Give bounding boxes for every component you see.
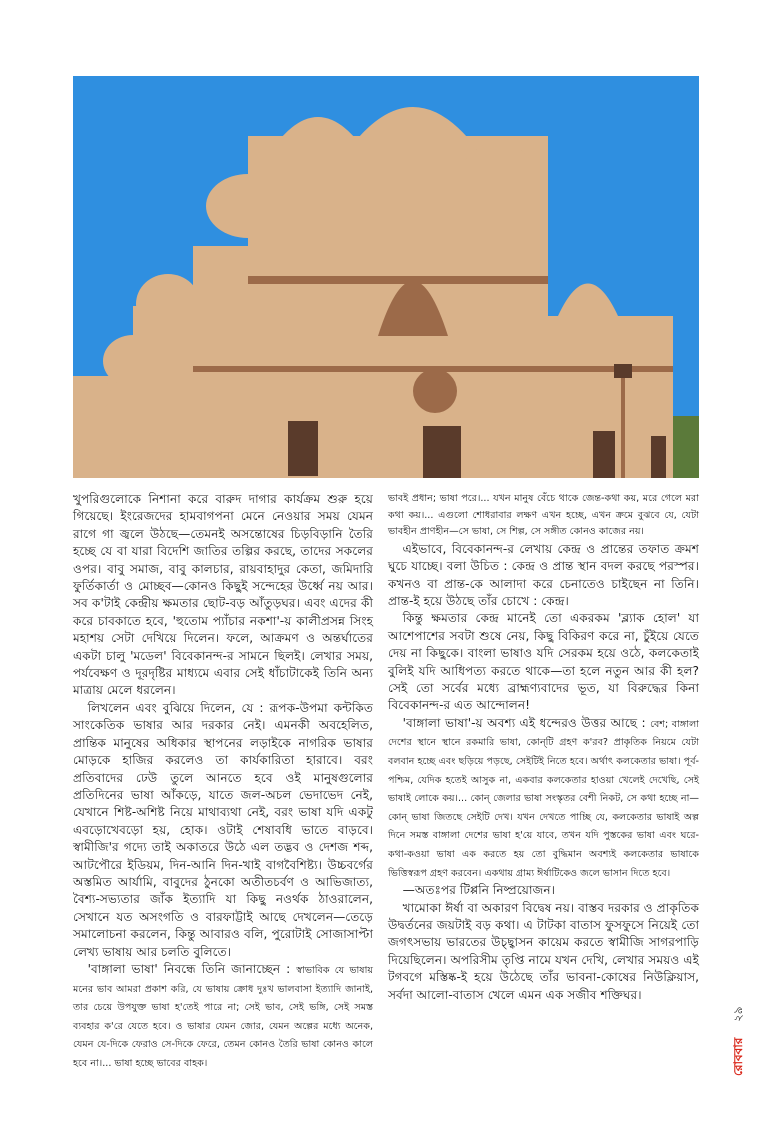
page-number: ২৯ bbox=[731, 1006, 745, 1022]
balcony-band bbox=[248, 276, 548, 284]
lamp-post bbox=[621, 376, 625, 478]
paragraph: লিখলেন এবং বুঝিয়ে দিলেন, যে : রূপক-উপমা কন্টকিত সাংকেতিক ভাষার আর দরকার নেই। এমনকী অবহেলিত, প্রান্তিক মানুষের অধিকার স্থাপনের লড়াইকে নাগরিক ভাষার মোড়কে হাজির করলেও তা কার্যকারিতা হারাবে। বরং প্রতিবাদের ঢেউ তুলে আনতে হবে ওই মানুষগুলোর প্রতিদিনের ভাষা আঁকড়ে, যাতে জল-অচল ভেদাভেদ নেই, যেখানে শিষ্ট-অশিষ্ট নিয়ে মাথাব্যথা নেই, বরং ভাষা যদি একটু এবড়োখেবড়ো হয়, হোক। ওটাই শেষাবধি ভাতে বাড়বে। স্বামীজি'র গদ্যে তাই অকাতরে উঠে এল তদ্ভব ও দেশজ শব্দ, আটপৌরে ইডিয়ম, দিন-আনি দিন-খাই বাগবৈশিষ্ট্য। উচ্চবর্গের অস্তমিত আর্যামি, বাবুদের ঠুনকো অতীতচর্বণ ও আভিজাত্য, বৈশ্য-সভ্যতার জাঁক ইত্যাদি যা কিছু নওর্থক ঠাওরালেন, সেখানে যত অসংগতি ও বারফাট্টাই আছে দেখলেন—তেড়ে সমালোচনা করলেন, কিন্তু আবারও বলি, পুরোটাই সোজাসাপ্টা লেখ্য ভাষায় আর চলতি বুলিতে। bbox=[73, 700, 373, 959]
page-margin bbox=[728, 1000, 752, 1080]
left-dome bbox=[136, 274, 200, 334]
right-column bbox=[388, 491, 699, 1004]
quotation-continued: ভাবই প্রধান; ভাষা পরে।... যখন মানুষ বেঁচে থাকে জেন্ত-কথা কয়, মরে গেলে মরা কথা কয়।... এগুলো শোধরাবার লক্ষণ এখন হচ্ছে, এখন ক্রমে বুঝবে যে, যেটা ভাবহীন প্রাণহীন—সে ভাষা, সে শিল্প, সে সঙ্গীত কোনও কাজের নয়। bbox=[388, 493, 699, 538]
paragraph: —অতঃপর টিপ্পনি নিষ্প্রয়োজন। bbox=[402, 883, 556, 898]
paragraph: কিন্তু ক্ষমতার কেন্দ্র মানেই তো একরকম 'ব্ল্যাক হোল' যা আশেপাশের সবটা শুষে নেয়, কিছু বিকিরণ করে না, চুঁইয়ে যেতে দেয় না কিছুকে। বাংলা ভাষাও যদি সেরকম হয়ে ওঠে, কলকেতাই বুলিই যদি আধিপত্য করতে থাকে—তা হলে নতুন আর কী হল? সেই তো সর্বের মধ্যে ব্রাহ্মণ্যবাদের ভূত, যা বিরুদ্ধের কিনা বিবেকানন্দ-র এত আন্দোলন! bbox=[388, 611, 699, 713]
quote-intro: 'বাঙ্গালা ভাষা' নিবন্ধে তিনি জানাচ্ছেন : bbox=[87, 961, 291, 976]
main-door bbox=[423, 426, 461, 478]
far-right-door bbox=[651, 436, 666, 478]
side-door bbox=[288, 421, 318, 476]
paragraph: এইভাবে, বিবেকানন্দ-র লেখায় কেন্দ্র ও প্রান্তের তফাত ক্রমশ ঘুচে যাচ্ছে। বলা উচিত : কেন্দ্র ও প্রান্ত স্থান বদল করছে পরস্পর। কখনও বা প্রান্ত-কে আলাদা করে চেনাতেও চাইছেন না তিনি। প্রান্ত-ই হয়ে উঠছে তাঁর চোখে : কেন্দ্র। bbox=[388, 541, 699, 608]
quotation: বেশ; বাঙ্গালা দেশের স্থানে স্থানে রকমারি ভাষা, কোন্‌টি গ্রহণ ক'রব? প্রাকৃতিক নিয়মে যেটা বলবান হচ্ছে এবং ছড়িয়ে পড়ছে, সেইটিই নিতে হবে। অর্থাৎ কলকেতার ভাষা। পূর্ব-পশ্চিম, যেদিক হতেই আসুক না, একবার কলকেতার হাওয়া খেলেই দেখেছি, সেই ভাষাই লোকে কয়।... কোন্‌ জেলার ভাষা সংস্কৃতর বেশী নিকট, সে কথা হচ্ছে না—কোন্‌ ভাষা জিতছে সেইটি দেখ। যখন দেখতে পাচ্ছি যে, কলকেতার ভাষাই অল্প দিনে সমস্ত বাঙ্গালা দেশের ভাষা হ'য়ে যাবে, তখন যদি পুস্তকের ভাষা এবং ঘরে-কথা-কওয়া ভাষা এক করতে হয় তো বুদ্ধিমান অবশ্যই কলকেতার ভাষাকে ভিত্তিস্বরূপ গ্রহণ করবেন। একথায় গ্রাম্য ঈর্ষাটিকেও জলে ভাসান দিতে হবে। bbox=[388, 718, 699, 879]
paragraph: খামোকা ঈর্ষা বা অকারণ বিদ্বেষ নয়। বাস্তব দরকার ও প্রাকৃতিক উদ্বর্তনের জয়টাই বড় কথা। এ টাটকা বাতাস ফুসফুসে নিয়েই তো জগৎসভায় ভারতের উচ্ছ্বাসন কায়েম করতে স্বামীজি সাগরপাড়ি দিয়েছিলেন। অপরিসীম তৃপ্তি নামে যখন দেখি, লেখার সময়ও এই টগবগে মস্তিষ্ক-ই হয়ে উঠেছে তাঁর ভাবনা-কোষের নিউক্লিয়াস, সর্বদা আলো-বাতাস খেলে এমন এক সজীব শক্তিঘর। bbox=[388, 900, 699, 1002]
paragraph-quote-lead bbox=[388, 715, 699, 882]
belur-math-illustration bbox=[73, 76, 699, 478]
right-door bbox=[593, 431, 615, 478]
quote-intro: 'বাঙ্গালা ভাষা'-য় অবশ্য এই ধন্দেরও উত্তর আছে : bbox=[402, 715, 651, 730]
quotation: স্বাভাবিক যে ভাষায় মনের ভাব আমরা প্রকাশ করি, যে ভাষায় ক্রোধ দুঃখ ভালবাসা ইত্যাদি জানাই, তার চেয়ে উপযুক্ত ভাষা হ'তেই পারে না; সেই ভাব, সেই ভঙ্গি, সেই সমস্ত ব্যবহার ক'রে যেতে হবে। ও ভাষার যেমন জোর, যেমন অল্পের মধ্যে অনেক, যেমন যে-দিকে ফেরাও সে-দিকে ফেরে, তেমন কোনও তৈরি ভাষা কোনও কালে হবে না।... ভাষা হচ্ছে ভাবের বাহক। bbox=[73, 964, 374, 1069]
cornice-band bbox=[193, 366, 673, 372]
lamp bbox=[614, 364, 632, 378]
left-column bbox=[73, 491, 373, 1073]
magazine-name: রোববার bbox=[731, 1037, 745, 1077]
paragraph: খুপরিগুলোকে নিশানা করে বারুদ দাগার কার্যক্রম শুরু হয়ে গিয়েছে। ইংরেজদের হামবাগপনা মেনে নেওয়ার সময় যেমন রাগে গা জ্বলে উঠছে—তেমনই অসন্তোষের চিড়বিড়ানি তৈরি হচ্ছে যে বা যারা বিদেশি জাতির তল্পির করছে, তাদের সকলের ওপর। বাবু সমাজ, বাবু কালচার, রায়বাহাদুর কেতা, জমিদারি ফুর্তিকার্তা ও মোচ্ছব—কোনও কিছুই সন্দেহের উর্ধ্বে নয় আর। সব ক'টাই কেন্দ্রীয় ক্ষমতার ছোট-বড় আঁতুড়ঘর। এবং এদের কী করে চাবকাতে হবে, 'হুতোম প্যাঁচার নকশা'-য় কালীপ্রসন্ন সিংহ মহাশয় সেটা দেখিয়ে দিলেন। ফলে, আক্রমণ ও অন্তর্ঘাতের একটা চালু 'মডেল' বিবেকানন্দ-র সামনে ছিলই। লেখার সময়, পর্যবেক্ষণ ও দূরদৃষ্টির মাধ্যমে এবার সেই ধাঁচাটাকেই তিনি অন্য মাত্রায় মেলে ধরলেন। bbox=[73, 492, 373, 698]
medallion bbox=[413, 369, 457, 413]
temple-photo bbox=[73, 76, 699, 478]
paragraph-quote-lead bbox=[73, 961, 373, 1073]
